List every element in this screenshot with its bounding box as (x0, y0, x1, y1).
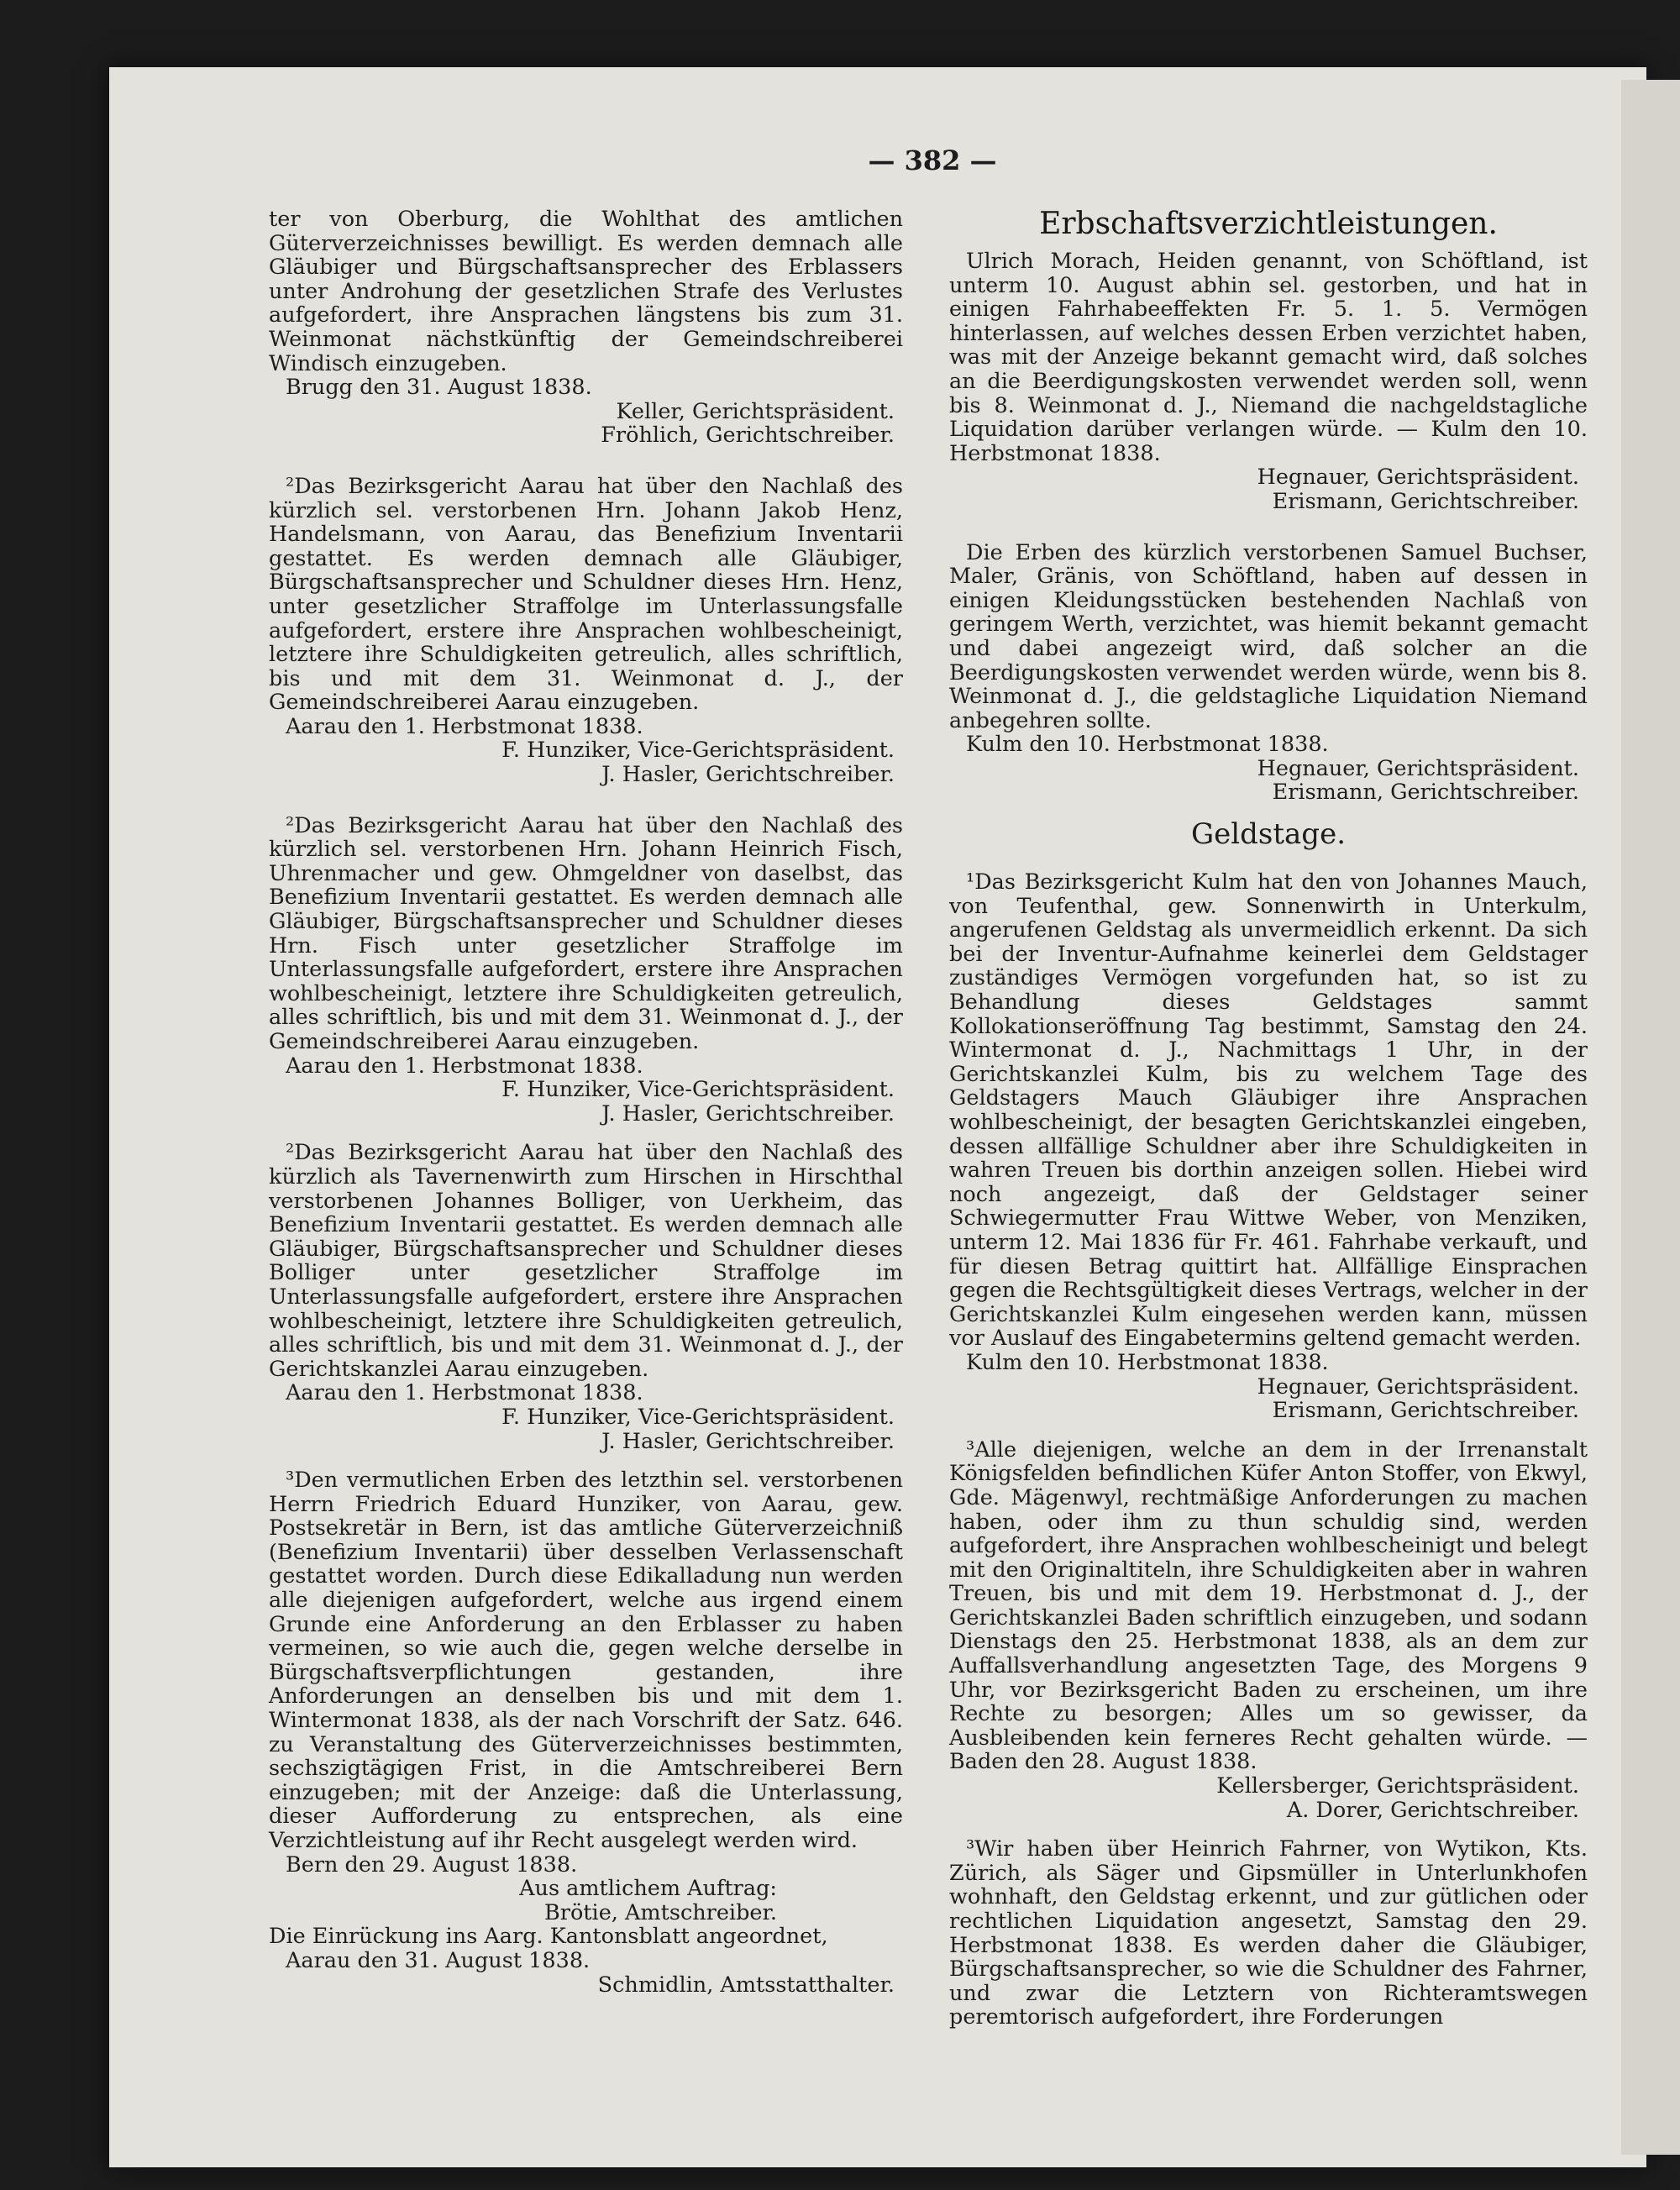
notice-date: Kulm den 10. Herbstmonat 1838. (966, 1349, 1329, 1375)
signature: Fröhlich, Gerichtschreiber. (601, 423, 895, 449)
signature: A. Dorer, Gerichtschreiber. (1286, 1797, 1579, 1823)
notice-body: ¹Das Bezirksgericht Kulm hat den von Johannes Mauch, von Teufenthal, gew. Sonnenwirth in Unterkulm, angerufenen Geldstag als unvermeidlich erkennt. Da sich bei der Inventur-Aufnahme keinerlei dem Geldstager zuständiges Vermögen vorgefunden hat, so ist zu Behandlung dieses Geldstages sammt Kollokationseröffnung Tag bestimmt, Samstag den 24. Wintermonat d. J., Nachmittags 1 Uhr, in der Gerichtskanzlei Kulm, bis zu welchem Tage des Geldstagers Mauch Gläubiger ihre Ansprachen wohlbescheinigt, der besagten Gerichtskanzlei eingeben, dessen allfällige Schuldner aber ihre Schuldigkeiten in wahren Treuen bis dorthin anzeigen sollen. Hiebei wird noch angezeigt, daß der Geldstager seiner Schwiegermutter Frau Wittwe Weber, von Menziken, unterm 12. Mai 1836 für Fr. 461. Fahrhabe verkauft, und für diesen Betrag quittirt hat. Allfällige Einsprachen gegen die Rechtsgültigkeit dieses Vertrags, welcher in der Gerichtskanzlei Kulm eingesehen werden kann, müssen vor Auslauf des Eingabetermins geltend gemacht werden. (949, 869, 1588, 1352)
notice-date: Kulm den 10. Herbstmonat 1838. (966, 732, 1329, 758)
notice-entry (949, 541, 1588, 806)
notice-entry (949, 870, 1588, 1423)
section-heading: Erbschaftsverzichtleistungen. (1039, 207, 1498, 241)
signature: Aus amtlichem Auftrag: (519, 1876, 777, 1902)
signature: Hegnauer, Gerichtspräsident. (1257, 465, 1579, 491)
notice-entry (949, 1438, 1588, 1823)
signature: J. Hasler, Gerichtschreiber. (601, 1428, 895, 1454)
insertion-note: Die Einrückung ins Aarg. Kantonsblatt angeordnet, (269, 1924, 828, 1950)
insertion-note-date: Aarau den 31. August 1838. (286, 1947, 591, 1973)
notice-body: ²Das Bezirksgericht Aarau hat über den Nachlaß des kürzlich sel. verstorbenen Hrn. Johann Heinrich Fisch, Uhrenmacher und gew. Ohmgeldner von daselbst, das Benefizium Inventarii gestattet. Es werden demnach alle Gläubiger, Bürgschaftsansprecher und Schuldner dieses Hrn. Fisch unter gesetzlicher Straffolge im Unterlassungsfalle aufgefordert, erstere ihre Ansprachen wohlbescheinigt, letztere ihre Schuldigkeiten getreulich, alles schriftlich, bis und mit dem 31. Weinmonat d. J., der Gemeindschreiberei Aarau einzugeben. (269, 812, 903, 1054)
notice-date: Brugg den 31. August 1838. (286, 375, 592, 401)
notice-body: Ulrich Morach, Heiden genannt, von Schöftland, ist unterm 10. August abhin sel. gestorben, und hat in einigen Fahrhabeeffekten Fr. 5. 1. 5. Vermögen hinterlassen, auf welches dessen Erben verzichtet haben, was mit der Anzeige bekannt gemacht wird, daß solches an die Beerdigungskosten verwendet werden soll, wenn bis 8. Weinmonat d. J., Niemand die nachgeldstagliche Liquidation darüber verlangen würde. — Kulm den 10. Herbstmonat 1838. (949, 249, 1588, 466)
signature: J. Hasler, Gerichtschreiber. (601, 1100, 895, 1127)
signature: Hegnauer, Gerichtspräsident. (1257, 755, 1579, 781)
right-column (949, 206, 1588, 2030)
notice-entry (269, 1468, 903, 1997)
notice-entry (269, 475, 903, 787)
signature: F. Hunziker, Vice-Gerichtspräsident. (501, 738, 895, 764)
signature: Erismann, Gerichtschreiber. (1272, 1398, 1579, 1424)
notice-body: ²Das Bezirksgericht Aarau hat über den Nachlaß des kürzlich sel. verstorbenen Hrn. Johann Jakob Henz, Handelsmann, von Aarau, das Benefizium Inventarii gestattet. Es werden demnach alle Gläubiger, Bürgschaftsansprecher und Schuldner dieses Hrn. Henz, unter gesetzlicher Straffolge im Unterlassungsfalle aufgefordert, erstere ihre Ansprachen wohlbescheinigt, letztere ihre Schuldigkeiten getreulich, alles schriftlich, bis und mit dem 31. Weinmonat d. J., der Gemeindschreiberei Aarau einzugeben. (269, 473, 903, 716)
page-number: — 382 — (868, 144, 997, 176)
signature: Erismann, Gerichtschreiber. (1272, 780, 1579, 806)
signature: Kellersberger, Gerichtspräsident. (1216, 1773, 1579, 1799)
notice-entry (269, 814, 903, 1127)
section-heading: Geldstage. (1191, 817, 1346, 852)
notice-body: Die Erben des kürzlich verstorbenen Samuel Buchser, Maler, Gränis, von Schöftland, haben auf dessen in einigen Kleidungsstücken bestehenden Nachlaß von geringem Werth, verzichtet, was hiemit bekannt gemacht und dabei angezeigt wird, daß solcher an die Beerdigungskosten verwendet werden würde, wenn bis 8. Weinmonat d. J., die geldstagliche Liquidation Niemand anbegehren sollte. (949, 539, 1588, 733)
notice-date: Aarau den 1. Herbstmonat 1838. (286, 713, 643, 739)
signature: Keller, Gerichtspräsident. (616, 398, 895, 424)
notice-entry (269, 1141, 903, 1453)
notice-body: ²Das Bezirksgericht Aarau hat über den Nachlaß des kürzlich als Tavernenwirth zum Hirschen in Hirschthal verstorbenen Johannes Bolliger, von Uerkheim, das Benefizium Inventarii gestattet. Es werden demnach alle Gläubiger, Bürgschaftsansprecher und Schuldner dieses Bolliger unter gesetzlicher Straffolge im Unterlassungsfalle aufgefordert, erstere ihre Ansprachen wohlbescheinigt, letztere ihre Schuldigkeiten getreulich, alles schriftlich, bis und mit dem 31. Weinmonat d. J., der Gerichtskanzlei Aarau einzugeben. (269, 1140, 903, 1382)
notice-entry (949, 249, 1588, 514)
adjacent-page-edge (1621, 80, 1680, 2155)
signature: F. Hunziker, Vice-Gerichtspräsident. (501, 1404, 895, 1430)
notice-body: ³Alle diejenigen, welche an dem in der Irrenanstalt Königsfelden befindlichen Küfer Anton Stoffer, von Ekwyl, Gde. Mägenwyl, rechtmäßige Anforderungen zu machen haben, oder ihm zu thun schuldig sind, werden aufgefordert, ihre Ansprachen wohlbescheinigt und belegt mit den Originaltiteln, ihre Schuldigkeiten aber in wahren Treuen, bis und mit dem 19. Herbstmonat d. J., der Gerichtskanzlei Baden schriftlich einzugeben, und sodann Dienstags den 25. Herbstmonat 1838, als an dem zur Auffallsverhandlung angesetzten Tage, des Morgens 9 Uhr, vor Bezirksgericht Baden zu erscheinen, um ihre Rechte zu besorgen; Alles um so gewisser, da Ausbleibenden kein ferneres Recht gehalten würde. — Baden den 28. August 1838. (949, 1436, 1588, 1775)
notice-date: Aarau den 1. Herbstmonat 1838. (286, 1380, 643, 1406)
left-column (269, 207, 903, 1997)
signature: Erismann, Gerichtschreiber. (1272, 488, 1579, 514)
notice-body: ³Wir haben über Heinrich Fahrner, von Wytikon, Kts. Zürich, als Säger und Gipsmüller in Unterlunkhofen wohnhaft, den Geldstag erkennt, und zur gütlichen oder rechtlichen Liquidation angesetzt, Samstag den 29. Herbstmonat 1838. Es werden daher die Gläubiger, Bürgschaftsansprecher, so wie die Schuldner des Fahrner, und zwar die Letztern von Richteramtswegen peremtorisch aufgefordert, ihre Forderungen (949, 1836, 1588, 2030)
signature: Hegnauer, Gerichtspräsident. (1257, 1373, 1579, 1400)
notice-body: ter von Oberburg, die Wohlthat des amtlichen Güterverzeichnisses bewilligt. Es werden demnach alle Gläubiger und Bürgschaftsansprecher des Erblassers unter Androhung der gesetzlichen Strafe des Verlustes aufgefordert, ihre Ansprachen längstens bis zum 31. Weinmonat nächstkünftig der Gemeindschreiberei Windisch einzugeben. (269, 207, 903, 376)
signature: Brötie, Amtschreiber. (544, 1899, 777, 1925)
insertion-note-signature: Schmidlin, Amtsstatthalter. (597, 1972, 895, 1998)
notice-date: Bern den 29. August 1838. (286, 1851, 578, 1878)
notice-entry (949, 1837, 1588, 2030)
notice-date: Aarau den 1. Herbstmonat 1838. (286, 1053, 643, 1079)
signature: F. Hunziker, Vice-Gerichtspräsident. (501, 1077, 895, 1103)
notice-body: ³Den vermutlichen Erben des letzthin sel. verstorbenen Herrn Friedrich Eduard Hunziker, von Aarau, gew. Postsekretär in Bern, ist das amtliche Güterverzeichniß (Benefizium Inventarii) über desselben Verlassenschaft gestattet worden. Durch diese Edikalladung nun werden alle diejenigen aufgefordert, welche aus irgend einem Grunde eine Anforderung an den Erblasser zu haben vermeinen, so wie auch die, gegen welche derselbe in Bürgschaftsverpflichtungen gestanden, ihre Anforderungen an denselben bis und mit dem 1. Wintermonat 1838, als der nach Vorschrift der Satz. 646. zu Veranstaltung des Güterverzeichnisses bestimmten, sechszigtägigen Frist, in die Amtschreiberei Bern einzugeben; mit der Anzeige: daß die Unterlassung, dieser Aufforderung zu entsprechen, als eine Verzichtleistung auf ihr Recht ausgelegt werden wird. (269, 1468, 903, 1853)
signature: J. Hasler, Gerichtschreiber. (601, 762, 895, 788)
notice-entry (269, 207, 903, 448)
